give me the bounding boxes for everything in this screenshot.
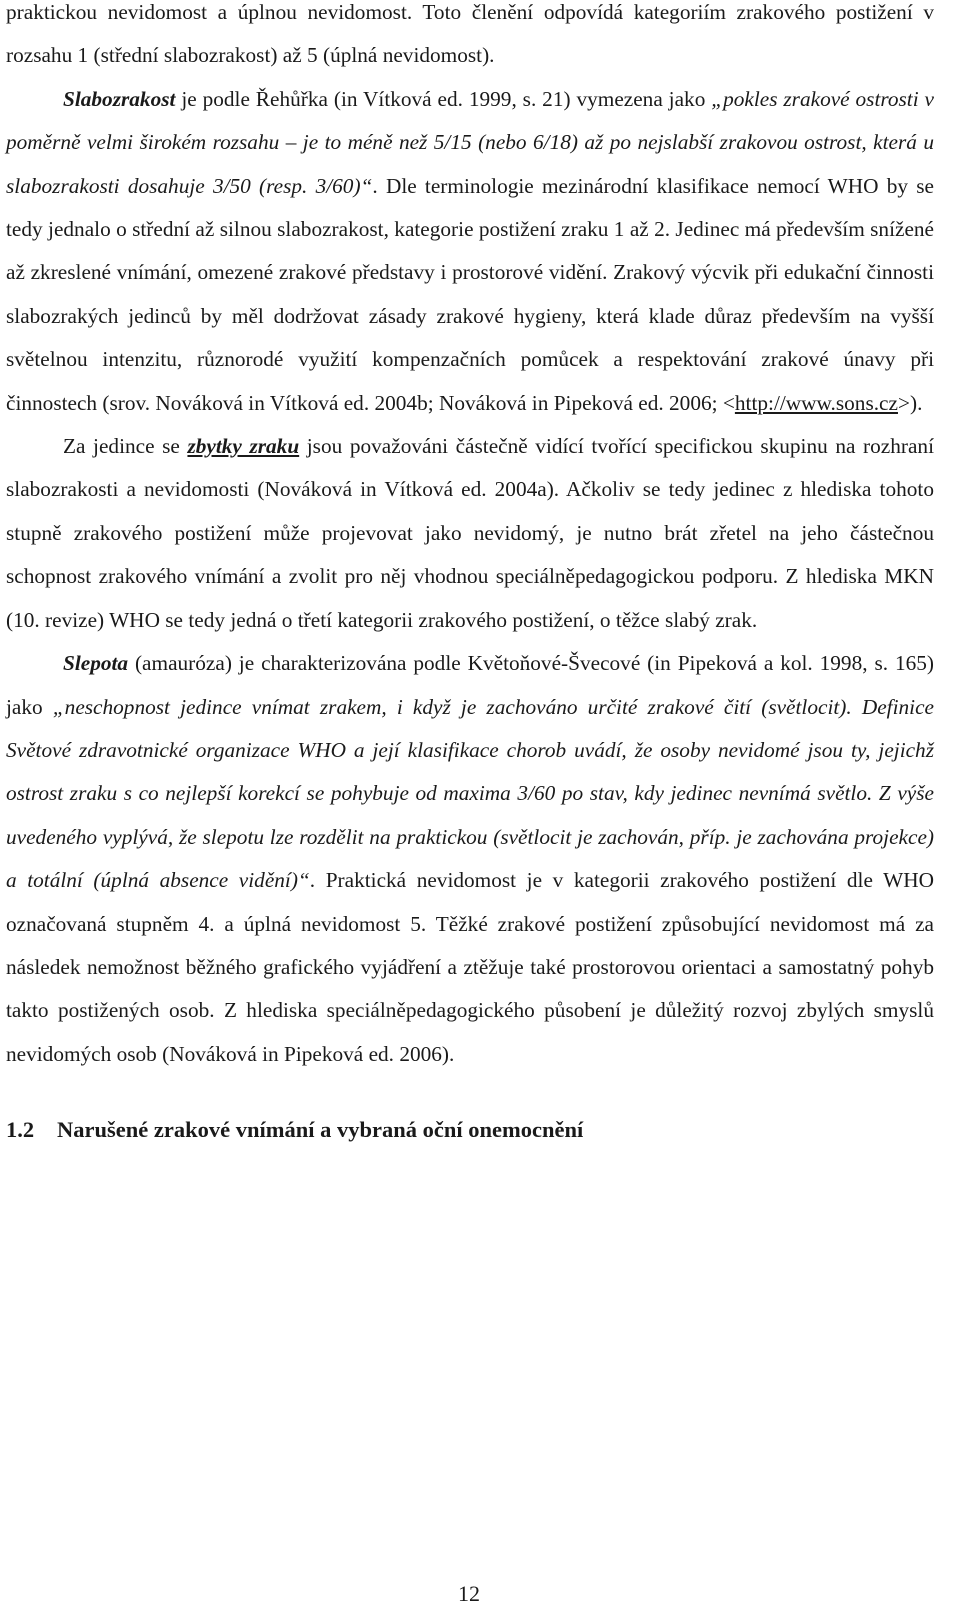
paragraph-slabozrakost-text-1: je podle Řehůřka (in Vítková ed. 1999, s. 21) vymezena jako <box>175 86 712 111</box>
paragraph-slabozrakost-text-2: . Dle terminologie mezinárodní klasifikace nemocí WHO by se tedy jednalo o střední až silnou slabozrakost, kategorie postižení zraku 1 až 2. Jedinec má především snížené až zkreslené vnímání, omezené zrakové představy i prostorové vidění. Zrakový výcvik při edukační činnosti slabozrakých jedinců by měl dodržovat zásady zrakové hygieny, která klade důraz především na vyšší světelnou intenzitu, různorodé využití kompenzačních pomůcek a respektování zrakové únavy při činnostech (srov. Nováková in Vítková ed. 2004b; Nováková in Pipeková ed. 2006; < <box>6 173 935 415</box>
sons-link[interactable]: http://www.sons.cz <box>734 390 898 415</box>
paragraph-intro-text: praktickou nevidomost a úplnou nevidomost. Toto členění odpovídá kategoriím zrakového postižení v rozsahu 1 (střední slabozrakost) až 5 (úplná nevidomost). <box>6 0 934 68</box>
quote-slepota: „neschopnost jedince vnímat zrakem, i když je zachováno určité zrakové čití (světlocit). Definice Světové zdravotnické organizace WHO a její klasifikace chorob uvádí, že osoby nevidomé jsou ty, jejichž ostrost zraku s co nejlepší korekcí se pohybuje od maxima 3/60 po stav, kdy jedinec nevnímá světlo. Z výše uvedeného vyplývá, že slepotu lze rozdělit na praktickou (světlocit je zachován, příp. je zachována projekce) a totální (úplná absence vidění)“ <box>6 694 934 893</box>
quote-slabozrakost: „pokles zrakové ostrosti v poměrně velmi širokém rozsahu – je to méně než 5/15 (nebo 6/18) až po nejslabší zrakovou ostrost, která u slabozrakosti dosahuje 3/50 (resp. 3/60)“ <box>6 86 934 198</box>
section-title: Narušené zrakové vnímání a vybraná oční onemocnění <box>57 1117 584 1143</box>
paragraph-slepota <box>6 642 934 1076</box>
term-zbytky-zraku: zbytky zraku <box>187 434 300 459</box>
term-slepota: Slepota <box>63 651 129 676</box>
page-number: 12 <box>458 1581 480 1606</box>
paragraph-intro <box>6 0 934 78</box>
paragraph-zbytky-zraku <box>6 425 934 642</box>
paragraph-slepota-text-1: (amauróza) je charakterizována podle Květoňové-Švecové (in Pipeková a kol. 1998, s. 165) jako <box>6 651 934 719</box>
paragraph-slabozrakost-text-3: >). <box>897 390 923 415</box>
section-heading <box>6 1115 934 1145</box>
paragraph-zbytky-text-1: Za jedince se <box>63 434 188 459</box>
document-page <box>6 0 934 1145</box>
term-slabozrakost: Slabozrakost <box>63 86 176 111</box>
paragraph-slabozrakost <box>6 78 934 425</box>
section-number: 1.2 <box>6 1117 35 1143</box>
paragraph-zbytky-text-2: jsou považováni částečně vidící tvořící specifickou skupinu na rozhraní slabozrakosti a nevidomosti (Nováková in Vítková ed. 2004a). Ačkoliv se tedy jedinec z hlediska tohoto stupně zrakového postižení může projevovat jako nevidomý, je nutno brát zřetel na jeho částečnou schopnost zrakového vnímání a zvolit pro něj vhodnou speciálněpedagogickou podporu. Z hlediska MKN (10. revize) WHO se tedy jedná o třetí kategorii zrakového postižení, o těžce slabý zrak. <box>6 434 934 632</box>
paragraph-slepota-text-2: . Praktická nevidomost je v kategorii zrakového postižení dle WHO označovaná stupněm 4. a úplná nevidomost 5. Těžké zrakové postižení způsobující nevidomost má za následek nemožnost běžného grafického vyjádření a ztěžuje také prostorovou orientaci a samostatný pohyb takto postižených osob. Z hlediska speciálněpedagogického působení je důležitý rozvoj zbylých smyslů nevidomých osob (Nováková in Pipeková ed. 2006). <box>6 868 934 1066</box>
